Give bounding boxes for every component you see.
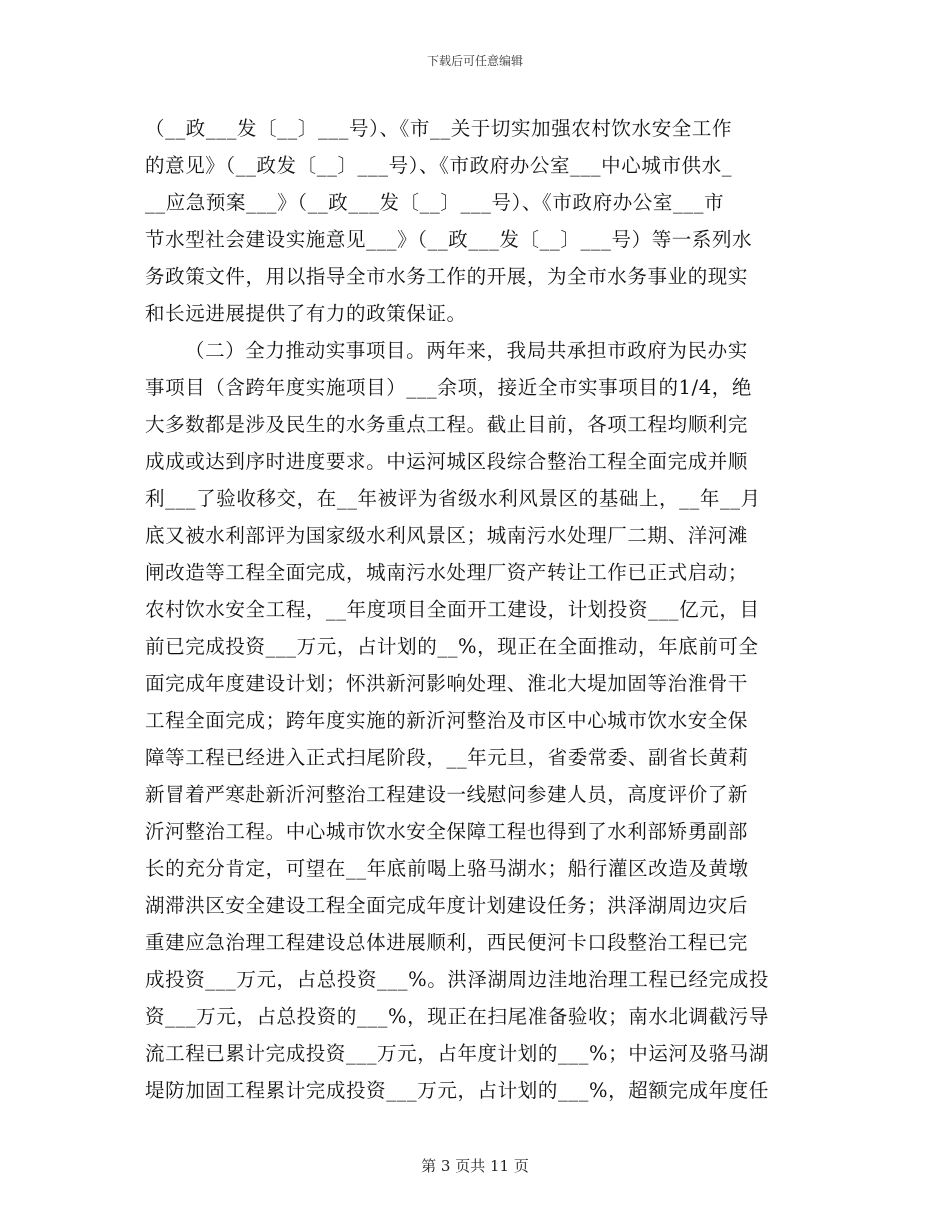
- paragraph-line: 利___了验收移交，在__年被评为省级水利风景区的基础上，__年__月: [145, 487, 761, 510]
- paragraph-line: 流工程已累计完成投资___万元，占年度计划的___%；中运河及骆马湖: [145, 1042, 769, 1065]
- paragraph-line: __应急预案___》（__政___发〔__〕___号）、《市政府办公室___市: [145, 191, 725, 214]
- paragraph-line: 成成或达到序时进度要求。中运河城区段综合整治工程全面完成并顺: [145, 450, 749, 473]
- paragraph-line: 闸改造等工程全面完成，城南污水处理厂资产转让工作已正式启动；: [145, 561, 749, 584]
- paragraph-line: （二）全力推动实事项目。两年来，我局共承担市政府为民办实: [185, 339, 748, 362]
- paragraph-line: 和长远进展提供了有力的政策保证。: [145, 302, 467, 325]
- paragraph-line: 底又被水利部评为国家级水利风景区；城南污水处理厂二期、洋河滩: [145, 524, 749, 547]
- paragraph-line: 大多数都是涉及民生的水务重点工程。截止目前，各项工程均顺利完: [145, 413, 749, 436]
- paragraph-line: 堤防加固工程累计完成投资___万元，占计划的___%，超额完成年度任: [145, 1079, 769, 1102]
- paragraph-line: 务政策文件，用以指导全市水务工作的开展，为全市水务事业的现实: [145, 265, 749, 288]
- paragraph-line: 长的充分肯定，可望在__年底前喝上骆马湖水；船行灌区改造及黄墩: [145, 857, 749, 880]
- paragraph-line: 的意见》（__政发〔__〕___号）、《市政府办公室___中心城市供水_: [145, 154, 733, 177]
- paragraph-line: 重建应急治理工程建设总体进展顺利，西民便河卡口段整治工程已完: [145, 931, 749, 954]
- paragraph-line: 前已完成投资___万元，占计划的__%，现正在全面推动，年底前可全: [145, 635, 759, 658]
- paragraph-line: 障等工程已经进入正式扫尾阶段，__年元旦，省委常委、副省长黄莉: [145, 746, 749, 769]
- paragraph-line: 面完成年度建设计划；怀洪新河影响处理、淮北大堤加固等治淮骨干: [145, 672, 749, 695]
- paragraph-line: 工程全面完成；跨年度实施的新沂河整治及市区中心城市饮水安全保: [145, 709, 749, 732]
- paragraph-line: 新冒着严寒赴新沂河整治工程建设一线慰问参建人员，高度评价了新: [145, 783, 749, 806]
- page-header: 下载后可任意编辑: [426, 54, 523, 68]
- paragraph-line: 成投资___万元，占总投资___%。洪泽湖周边洼地治理工程已经完成投: [145, 968, 769, 991]
- paragraph-line: 节水型社会建设实施意见___》（__政___发〔__〕___号）等一系列水: [145, 228, 753, 251]
- paragraph-line: 沂河整治工程。中心城市饮水安全保障工程也得到了水利部矫勇副部: [145, 820, 749, 843]
- document-body: [145, 110, 805, 1109]
- page-number-footer: 第 3 页共 11 页: [421, 1157, 529, 1175]
- paragraph-line: （__政___发〔__〕___号）、《市__关于切实加强农村饮水安全工作: [145, 117, 733, 140]
- paragraph-line: 农村饮水安全工程，__年度项目全面开工建设，计划投资___亿元，目: [145, 598, 760, 621]
- paragraph-line: 湖滞洪区安全建设工程全面完成年度计划建设任务；洪泽湖周边灾后: [145, 894, 749, 917]
- paragraph-line: 资___万元，占总投资的___%，现正在扫尾准备验收；南水北调截污导: [145, 1005, 769, 1028]
- paragraph-line: 事项目（含跨年度实施项目）___余项，接近全市实事项目的1/4，绝: [145, 376, 752, 399]
